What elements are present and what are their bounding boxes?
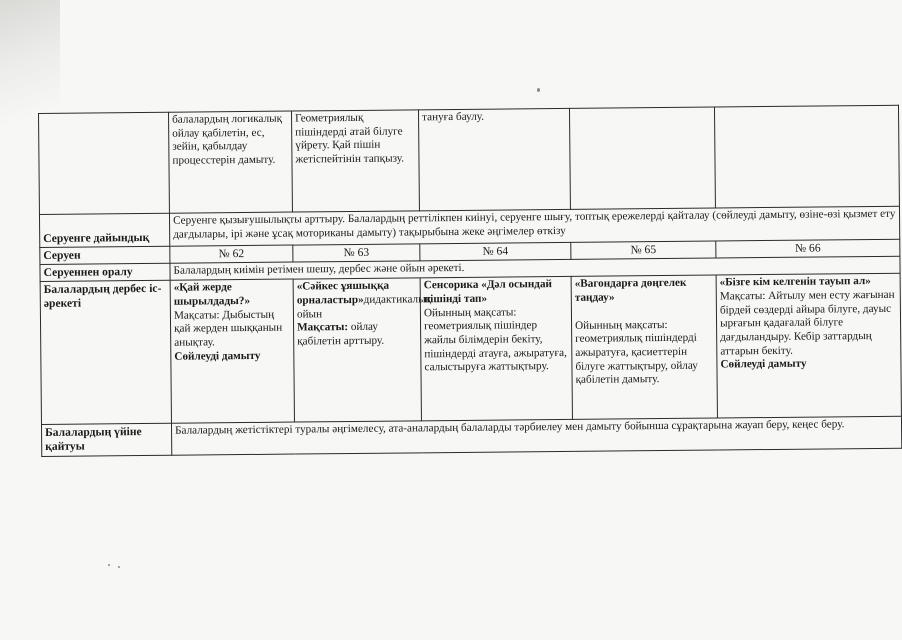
game-type: дидактикалық ойын: [296, 293, 432, 321]
label-cell-empty: [39, 112, 170, 214]
preparation-text: Серуенге қызығушылықты арттыру. Балалардың реттілікпен киінуі, серуенге шығу, топтық ережелерді қайталау (сөйлеуді дамыту, өзіне-өзі қызмет ету дағдылары, ірі және ұсақ моториканы дамыту) тақырыбына жеке әңгімелер өткізу: [169, 206, 899, 246]
goal-prefix: Мақсаты:: [297, 321, 349, 334]
game-goal: Мақсаты: Айтылу мен есту жағынан бірдей сөздерді айыра білуге, дауыс ырғағын қадағалай білуге дағдыландыру. Кебір заттардың аттарын бекіту.: [719, 288, 895, 358]
top-cell-3: тануға баулу.: [418, 108, 570, 210]
game-cell-4: [571, 275, 717, 419]
game-cell-1: [170, 279, 294, 423]
game-cell-5: [716, 274, 901, 419]
scan-speck: [118, 566, 120, 568]
game-goal: ойлау қабілетін арттыру.: [297, 320, 385, 348]
top-cell-1: балалардың логикалық ойлау қабілетін, ес, зейін, қабылдау процесстерін дамыту.: [168, 111, 292, 213]
top-cell-5: [714, 105, 899, 208]
walk-label: Серуен: [40, 246, 170, 264]
game-title: Сенсорика «Дәл осындай пішінді тап»: [423, 278, 553, 306]
schedule-sheet: [38, 105, 896, 465]
walk-number-3: № 64: [420, 242, 571, 261]
game-goal: Мақсаты: Дыбыстың қай жерден шыққанын анықтау.: [173, 308, 283, 349]
game-title: «Бізге кім келгенін тауып ал»: [719, 275, 871, 289]
game-area: Сөйлеуді дамыту: [720, 357, 807, 371]
game-goal: Ойынның мақсаты: геометриялық пішіндер жайлы білімдерін бекіту, пішіндерді атауға, ажыратуға, салыстыруға жаттықтыру.: [423, 306, 567, 374]
table-row: [39, 105, 900, 214]
preparation-label: Серуенге дайындық: [39, 213, 169, 247]
return-label: Серуеннен оралу: [40, 263, 170, 281]
game-title: «Вагондарға дөңгелек таңдау»: [574, 277, 687, 304]
game-title: «Сәйкес ұяшыққа орналастыр»: [296, 279, 390, 307]
game-goal: Ойынның мақсаты: геометриялық пішіндерді ажыратуға, қасиеттерін білуге жаттықтыру, ойлау қабілетін дамыту.: [575, 318, 698, 387]
walk-number-2: № 63: [293, 244, 420, 262]
top-cell-2: Геометриялық пішіндерді атай білуге үйрету. Қай пішін жетіспейтінін тапқызу.: [291, 110, 419, 212]
going-home-label: Балалардың үйіне қайтуы: [41, 424, 171, 457]
daily-schedule-table: [38, 105, 902, 457]
game-title: «Қай жерде шырылдады?»: [173, 281, 251, 308]
scan-speck: [537, 88, 540, 92]
game-cell-3: [420, 277, 572, 421]
return-text: Балалардың киімін ретімен шешу, дербес және ойын әрекеті.: [170, 256, 900, 280]
table-row: [40, 274, 901, 425]
top-cell-4: [569, 107, 715, 209]
walk-number-5: № 66: [716, 239, 900, 258]
game-area: Сөйлеуді дамыту: [174, 349, 261, 363]
walk-number-1: № 62: [170, 245, 293, 263]
walk-number-4: № 65: [571, 241, 716, 260]
going-home-text: Балалардың жетістіктері туралы әңгімелесу, ата-аналардың балаларды тәрбиелеу мен дамыту бойынша сұрақтарына жауап беру, кеңес беру.: [171, 417, 901, 455]
scan-speck: [108, 564, 110, 566]
game-cell-2: [293, 278, 432, 422]
independent-label: Балалардың дербес іс-әрекеті: [40, 281, 171, 425]
